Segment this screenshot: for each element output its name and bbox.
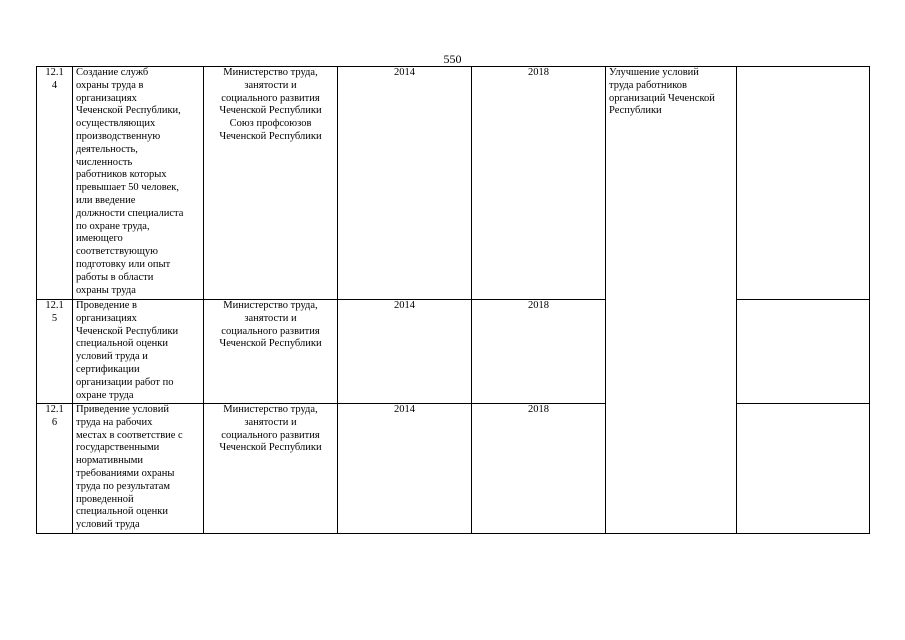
page-number: 550 xyxy=(443,52,462,66)
row-number: 12.1 6 xyxy=(37,404,73,534)
table-row xyxy=(37,404,870,534)
executor: Министерство труда, занятости и социального развития Чеченской Республики xyxy=(204,300,338,404)
empty-cell xyxy=(737,404,870,534)
expected-result: Улучшение условий труда работников организаций Чеченской Республики xyxy=(606,67,737,534)
measures-table xyxy=(36,66,870,534)
end-year: 2018 xyxy=(472,300,606,404)
executor: Министерство труда, занятости и социального развития Чеченской Республики Союз профсоюзов Чеченской Республики xyxy=(204,67,338,300)
executor: Министерство труда, занятости и социального развития Чеченской Республики xyxy=(204,404,338,534)
empty-cell xyxy=(737,67,870,300)
end-year: 2018 xyxy=(472,404,606,534)
start-year: 2014 xyxy=(338,67,472,300)
start-year: 2014 xyxy=(338,300,472,404)
end-year: 2018 xyxy=(472,67,606,300)
table-row xyxy=(37,300,870,404)
row-number: 12.1 5 xyxy=(37,300,73,404)
start-year: 2014 xyxy=(338,404,472,534)
empty-cell xyxy=(737,300,870,404)
measure-description: Приведение условий труда на рабочих местах в соответствие с государственными нормативными требованиями охраны труда по результатам проведенной специальной оценки условий труда xyxy=(73,404,204,534)
row-number: 12.1 4 xyxy=(37,67,73,300)
measure-description: Создание служб охраны труда в организациях Чеченской Республики, осуществляющих производственную деятельность, численность работников которых превышает 50 человек, или введение должности специалиста по охране труда, имеющего соответствующую подготовку или опыт работы в области охраны труда xyxy=(73,67,204,300)
table-row xyxy=(37,67,870,300)
measure-description: Проведение в организациях Чеченской Республики специальной оценки условий труда и сертификации организации работ по охране труда xyxy=(73,300,204,404)
